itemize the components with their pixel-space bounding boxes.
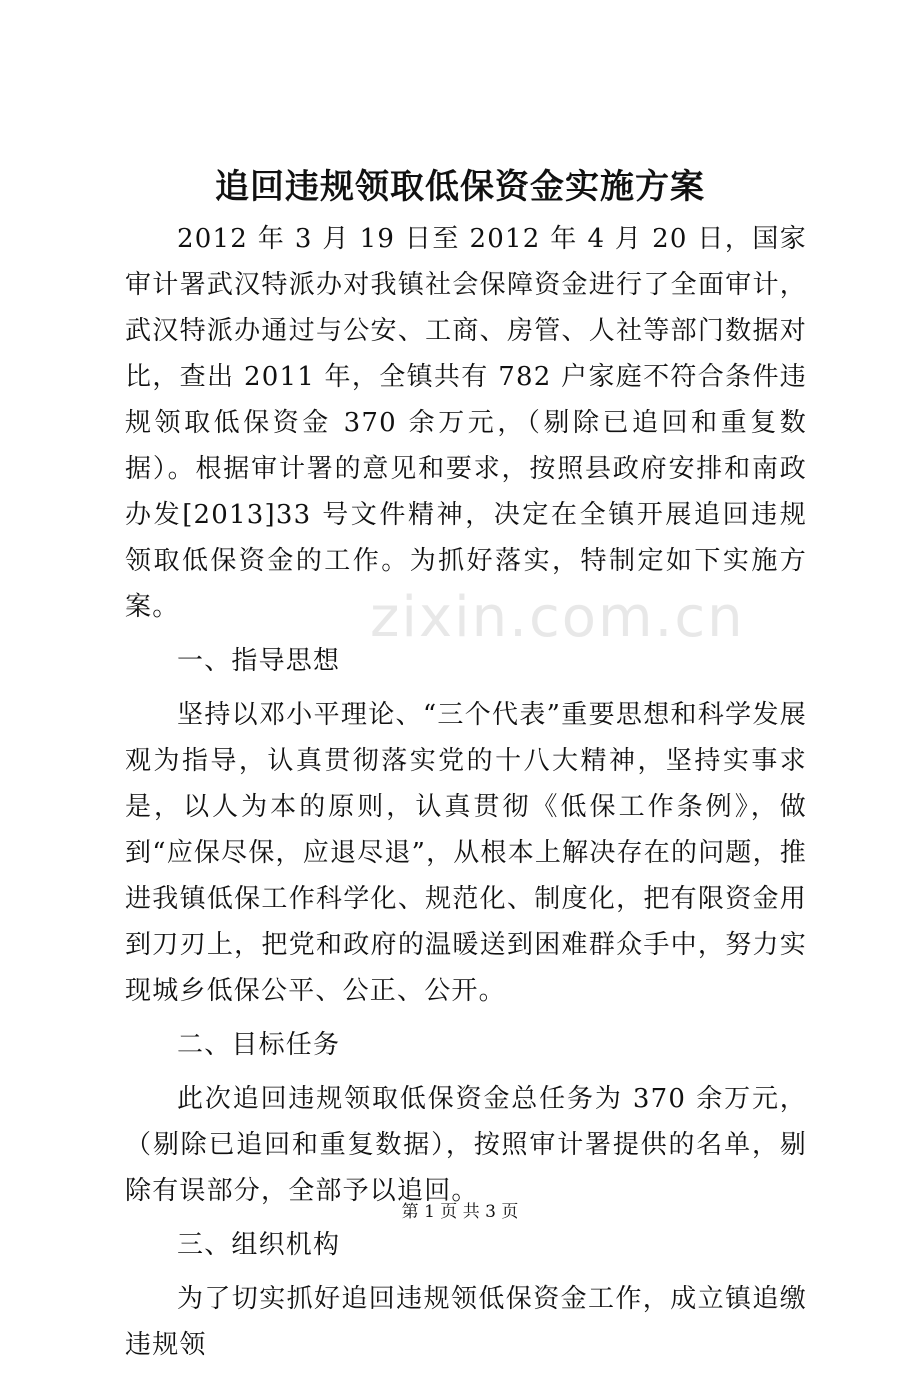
document-title: 追回违规领取低保资金实施方案 [215,167,705,207]
page-footer: 第 1 页 共 3 页 [401,1202,519,1222]
paragraph-organization: 为了切实抓好追回违规领低保资金工作，成立镇追缴违规领 [125,1284,807,1360]
paragraph-guiding-ideology: 坚持以邓小平理论、“三个代表”重要思想和科学发展观为指导，认真贯彻落实党的十八大精神，坚持实事求是，以人为本的原则，认真贯彻《低保工作条例》，做到“应保尽保，应退尽退”，从根本上解决存在的问题，推进我镇低保工作科学化、规范化、制度化，把有限资金用到刀刃上，把党和政府的温暖送到困难群众手中，努力实现城乡低保公平、公正、公开。 [125,700,807,1006]
paragraph-target-tasks: 此次追回违规领取低保资金总任务为 370 余万元，（剔除已追回和重复数据），按照审计署提供的名单，剔除有误部分，全部予以追回。 [125,1084,807,1206]
watermark: zixin.com.cn [370,585,745,650]
section-heading-organization: 三、组织机构 [177,1230,341,1260]
section-heading-target-tasks: 二、目标任务 [177,1030,341,1060]
section-heading-guiding-ideology: 一、指导思想 [177,646,341,676]
paragraph-intro: 2012 年 3 月 19 日至 2012 年 4 月 20 日，国家审计署武汉特派办对我镇社会保障资金进行了全面审计，武汉特派办通过与公安、工商、房管、人社等部门数据对比，查出 2011 年，全镇共有 782 户家庭不符合条件违规领取低保资金 370 余万元，（剔除已追回和重复数据）。根据审计署的意见和要求，按照县政府安排和南政办发[2013]33 号文件精神，决定在全镇开展追回违规领取低保资金的工作。为抓好落实，特制定如下实施方案。 [125,224,807,622]
